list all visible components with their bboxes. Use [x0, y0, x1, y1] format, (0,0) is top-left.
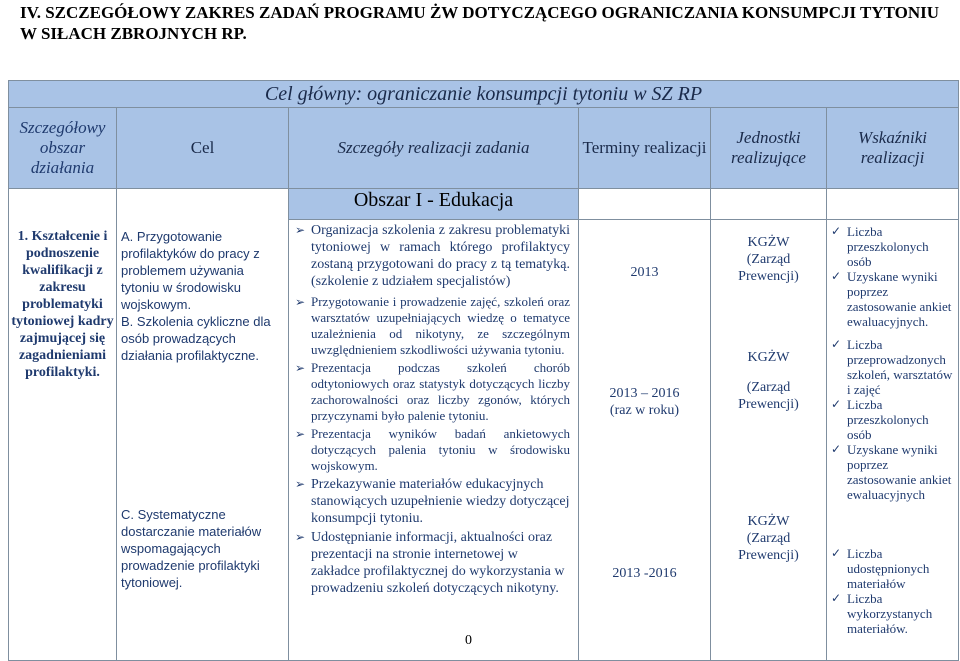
- details-cell: [289, 220, 579, 661]
- unit-3: KGŻW (Zarząd Prewencji): [738, 514, 799, 563]
- column-header-terms: Terminy realizacji: [579, 108, 711, 189]
- column-header-area: Szczegółowy obszar działania: [9, 108, 117, 189]
- goal-a: A. Przygotowanie profilaktyków do pracy z problemem używania tytoniu w środowisku wojskowym.: [121, 228, 260, 312]
- term-2-note: (raz w roku): [609, 403, 680, 418]
- column-header-details: Szczegóły realizacji zadania: [289, 108, 579, 189]
- term-1: 2013: [630, 265, 659, 280]
- detail-item: ➢ Prezentacja wyników badań ankietowych dotyczących palenia tytoniu w środowisku wojskowym.: [295, 426, 570, 473]
- check-icon: ✓: [831, 591, 842, 605]
- arrow-bullet-icon: ➢: [295, 295, 306, 309]
- indicators-cell: [827, 220, 959, 661]
- check-icon: ✓: [831, 224, 842, 238]
- detail-item: ➢ Organizacja szkolenia z zakresu problematyki tytoniowej w ramach którego profilaktycy zostaną przygotowani do pracy z tą tematyką. (szkolenie z udziałem specjalistów): [295, 223, 570, 289]
- unit-1: KGŻW (Zarząd Prewencji): [738, 235, 799, 284]
- check-icon: ✓: [831, 546, 842, 560]
- indicator-item: ✓ Liczba przeprowadzonych szkoleń, warsztatów i zajęć: [831, 337, 953, 397]
- check-icon: ✓: [831, 269, 842, 283]
- arrow-bullet-icon: ➢: [295, 477, 306, 491]
- main-goal-header: Cel główny: ograniczanie konsumpcji tytoniu w SZ RP: [9, 81, 959, 108]
- units-cell: [711, 220, 827, 661]
- unit-2: KGŻW (Zarząd Prewencji): [738, 350, 799, 412]
- arrow-bullet-icon: ➢: [295, 361, 306, 375]
- check-icon: ✓: [831, 337, 842, 351]
- arrow-bullet-icon: ➢: [295, 427, 306, 441]
- indicator-item: ✓ Liczba przeszkolonych osób: [831, 397, 929, 442]
- arrow-bullet-icon: ➢: [295, 530, 306, 544]
- page-number: 0: [465, 633, 472, 648]
- indicator-item: ✓ Liczba przeszkolonych osób: [831, 224, 929, 269]
- column-header-indicators: Wskaźniki realizacji: [827, 108, 959, 189]
- goal-b: B. Szkolenia cykliczne dla osób prowadzących działania profilaktyczne.: [121, 313, 271, 363]
- detail-item: ➢ Przygotowanie i prowadzenie zajęć, szkoleń oraz warsztatów uzupełniających wiedzę o tematyce uzależnienia od nikotyny, ze szczególnym uwzględnieniem szkodliwości używania tytoniu.: [295, 294, 570, 357]
- term-2: 2013 – 2016: [609, 386, 680, 401]
- detail-item: ➢ Prezentacja podczas szkoleń chorób odtytoniowych oraz statystyk dotyczących liczby zachorowalności oraz liczby zgonów, których przyczynami było palenie tytoniu.: [295, 360, 570, 423]
- area-title: Obszar I - Edukacja: [289, 189, 579, 220]
- area-detail: 1. Kształcenie i podnoszenie kwalifikacji z zakresu problematyki tytoniowej kadry zajmującej się zagadnieniami profilaktyki.: [9, 220, 117, 661]
- arrow-bullet-icon: ➢: [295, 223, 306, 237]
- check-icon: ✓: [831, 397, 842, 411]
- check-icon: ✓: [831, 442, 842, 456]
- column-header-units: Jednostki realizujące: [711, 108, 827, 189]
- section-heading: IV. SZCZEGÓŁOWY ZAKRES ZADAŃ PROGRAMU ŻW DOTYCZĄCEGO OGRANICZANIA KONSUMPCJI TYTONIU W SIŁACH ZBROJNYCH RP.: [20, 3, 940, 43]
- indicator-item: ✓ Liczba wykorzystanych materiałów.: [831, 591, 933, 636]
- tasks-table: [8, 80, 959, 661]
- terms-cell: [579, 220, 711, 661]
- term-3: 2013 -2016: [612, 566, 677, 581]
- goal-c: C. Systematyczne dostarczanie materiałów wspomagających prowadzenie profilaktyki tytoniowej.: [121, 506, 262, 590]
- column-header-goal: Cel: [117, 108, 289, 189]
- detail-item: ➢ Przekazywanie materiałów edukacyjnych stanowiących uzupełnienie wiedzy dotyczącej konsumpcji tytoniu.: [295, 477, 570, 526]
- indicator-item: ✓ Uzyskane wyniki poprzez zastosowanie ankiet ewaluacyjnych: [831, 442, 952, 502]
- indicator-item: ✓ Liczba udostępnionych materiałów: [831, 546, 930, 591]
- goals-cell: [117, 220, 289, 661]
- indicator-item: ✓ Uzyskane wyniki poprzez zastosowanie ankiet ewaluacyjnych.: [831, 269, 952, 329]
- detail-item: ➢ Udostępnianie informacji, aktualności oraz prezentacji na stronie internetowej w zakładce profilaktycznej do wykorzystania w prowadzeniu szkoleń dotyczących nikotyny.: [295, 530, 565, 596]
